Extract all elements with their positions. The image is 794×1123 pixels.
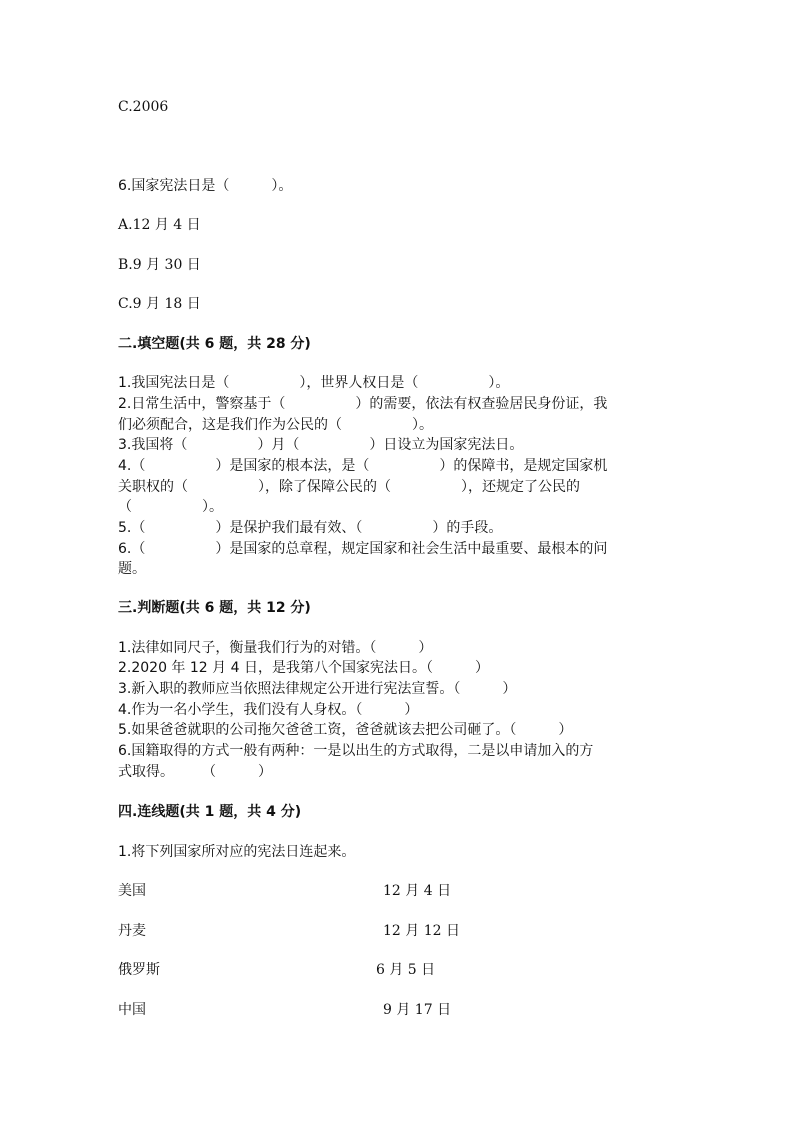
q5-option-c: C.2006 [118, 99, 169, 115]
fill-line: 们必须配合，这是我们作为公民的（ ）。 [118, 417, 433, 433]
fill-line: 题。 [118, 561, 146, 577]
country-item: 丹麦 [118, 923, 146, 939]
date-item: 12 月 12 日 [383, 923, 460, 939]
country-item: 美国 [118, 883, 146, 899]
fill-line: 1.我国宪法日是（ ），世界人权日是（ ）。 [118, 375, 510, 391]
date-item: 12 月 4 日 [383, 883, 452, 899]
section-2-heading: 二.填空题(共 6 题，共 28 分) [118, 336, 311, 352]
judge-line: 3.新入职的教师应当依照法律规定公开进行宪法宣誓。（ ） [118, 681, 517, 697]
fill-line: 6.（ ）是国家的总章程，规定国家和社会生活中最重要、最根本的问 [118, 541, 608, 557]
judge-line: 4.作为一名小学生，我们没有人身权。（ ） [118, 702, 419, 718]
q6-option-b: B.9 月 30 日 [118, 257, 201, 273]
section-4-heading: 四.连线题(共 1 题，共 4 分) [118, 804, 302, 820]
q6-stem: 6.国家宪法日是（ ）。 [118, 178, 293, 194]
fill-line: 4.（ ）是国家的根本法，是（ ）的保障书，是规定国家机 [118, 458, 608, 474]
q6-option-c: C.9 月 18 日 [118, 296, 201, 312]
judge-line: 1.法律如同尺子，衡量我们行为的对错。（ ） [118, 640, 433, 656]
judge-line: 6.国籍取得的方式一般有两种：一是以出生的方式取得，二是以申请加入的方 [118, 743, 594, 759]
judge-line: 5.如果爸爸就职的公司拖欠爸爸工资，爸爸就该去把公司砸了。（ ） [118, 722, 573, 738]
q6-option-a: A.12 月 4 日 [118, 217, 201, 233]
fill-line: （ ）。 [118, 499, 223, 515]
date-item: 9 月 17 日 [383, 1002, 452, 1018]
judge-line: 式取得。 （ ） [118, 764, 272, 780]
fill-line: 3.我国将（ ）月（ ）日设立为国家宪法日。 [118, 437, 524, 453]
judge-line: 2.2020 年 12 月 4 日，是我第八个国家宪法日。（ ） [118, 660, 489, 676]
date-item: 6 月 5 日 [376, 962, 436, 978]
country-item: 中国 [118, 1002, 146, 1018]
fill-line: 2.日常生活中，警察基于（ ）的需要，依法有权查验居民身份证，我 [118, 396, 608, 412]
country-item: 俄罗斯 [118, 962, 160, 978]
fill-line: 关职权的（ ），除了保障公民的（ ），还规定了公民的 [118, 479, 580, 495]
fill-line: 5.（ ）是保护我们最有效、（ ）的手段。 [118, 520, 503, 536]
match-stem: 1.将下列国家所对应的宪法日连起来。 [118, 844, 356, 860]
section-3-heading: 三.判断题(共 6 题，共 12 分) [118, 600, 311, 616]
